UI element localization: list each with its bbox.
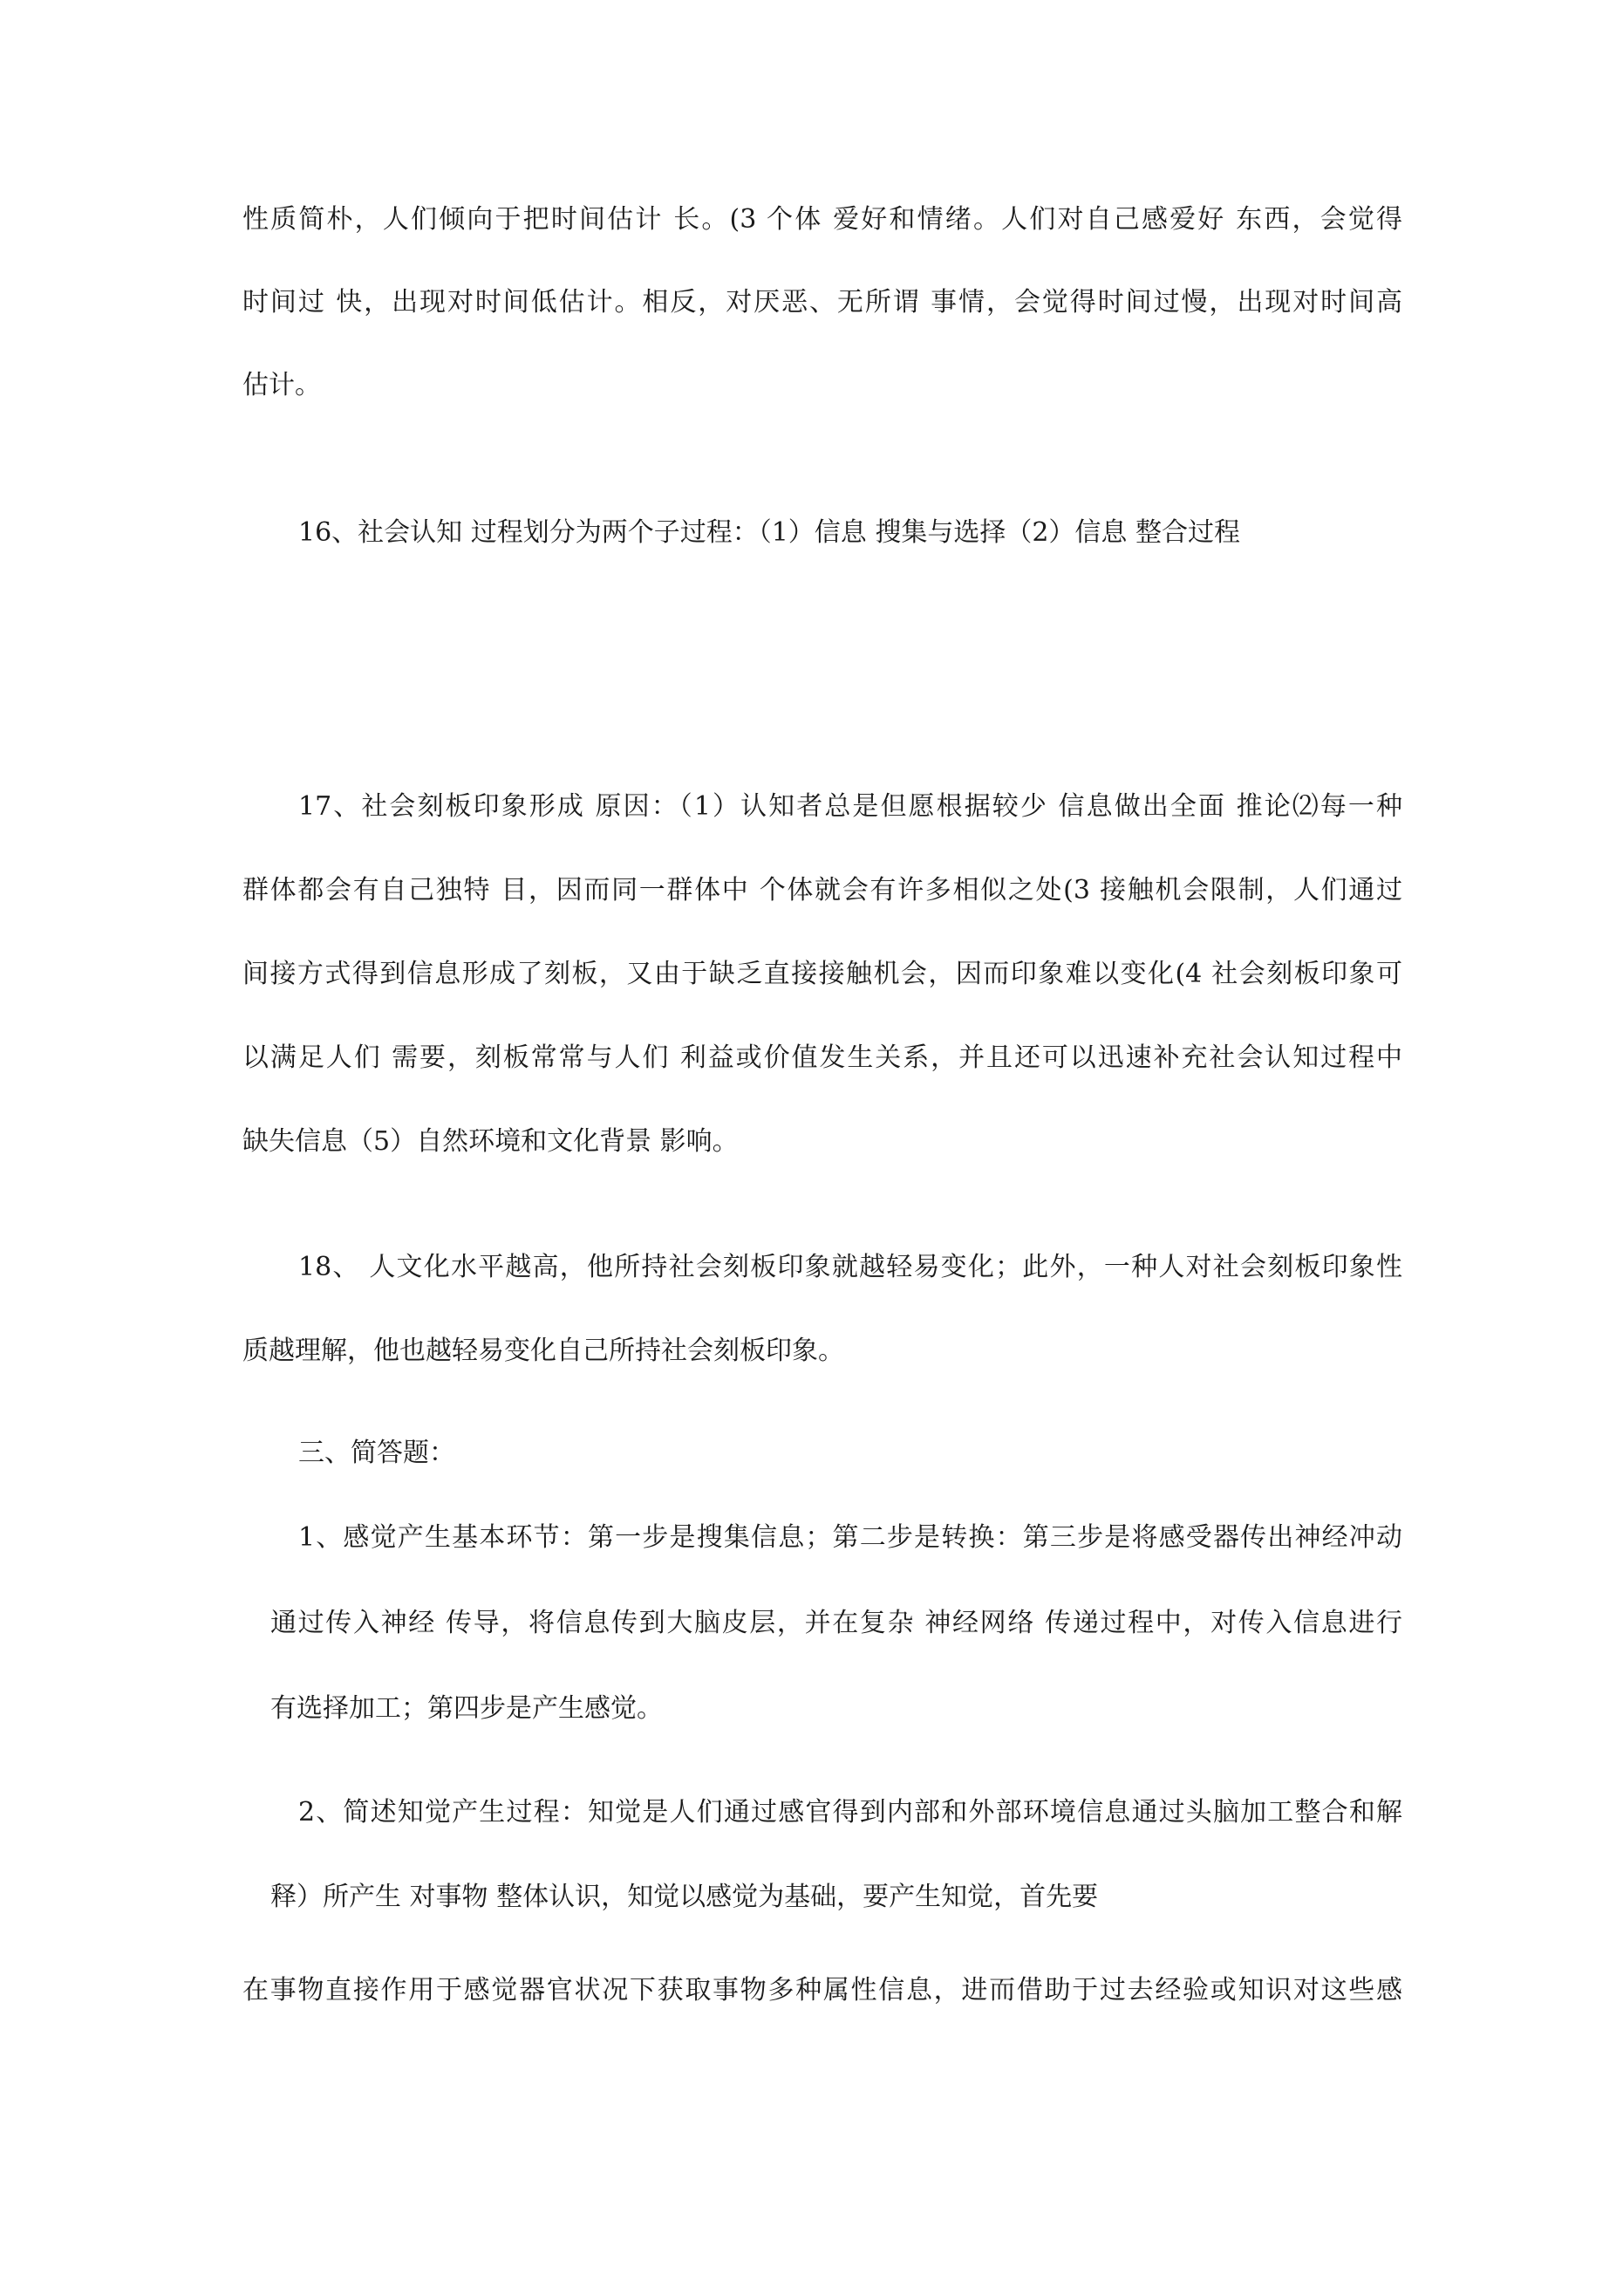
text-line-2: 时间过 快，出现对时间低估计。相反，对厌恶、无所谓 事情，会觉得时间过慢，出现对时间高 — [242, 287, 1402, 318]
answer-2-line-1: 2、简述知觉产生过程：知觉是人们通过感官得到内部和外部环境信息通过头脑加工整合和解 — [298, 1797, 1402, 1828]
answer-1-line-2: 通过传入神经 传导，将信息传到大脑皮层，并在复杂 神经网络 传递过程中，对传入信息进行 — [270, 1608, 1402, 1638]
answer-2-line-3: 在事物直接作用于感觉器官状况下获取事物多种属性信息，进而借助于过去经验或知识对这些感 — [242, 1975, 1402, 2006]
text-line-1: 性质简朴，人们倾向于把时间估计 长。(3 个体 爱好和情绪。人们对自己感爱好 东西，会觉得 — [242, 204, 1402, 235]
section-heading: 三、简答题： — [298, 1438, 455, 1468]
answer-1-line-3: 有选择加工；第四步是产生感觉。 — [270, 1693, 663, 1724]
paragraph-17-line-2: 群体都会有自己独特 目，因而同一群体中 个体就会有许多相似之处(3 接触机会限制，人们通过 — [242, 875, 1402, 905]
text-line-3: 估计。 — [242, 370, 321, 400]
paragraph-16: 16、社会认知 过程划分为两个子过程：（1）信息 搜集与选择（2）信息 整合过程 — [298, 517, 1240, 548]
paragraph-18-line-1: 18、 人文化水平越高，他所持社会刻板印象就越轻易变化；此外，一种人对社会刻板印象性 — [298, 1252, 1402, 1282]
paragraph-18-line-2: 质越理解，他也越轻易变化自己所持社会刻板印象。 — [242, 1336, 844, 1366]
paragraph-17-line-5: 缺失信息（5）自然环境和文化背景 影响。 — [242, 1126, 739, 1157]
paragraph-17-line-1: 17、社会刻板印象形成 原因：（1）认知者总是但愿根据较少 信息做出全面 推论⑵每一种 — [298, 791, 1402, 822]
paragraph-17-line-4: 以满足人们 需要，刻板常常与人们 利益或价值发生关系，并且还可以迅速补充社会认知过程中 — [242, 1042, 1402, 1073]
answer-1-line-1: 1、感觉产生基本环节：第一步是搜集信息；第二步是转换：第三步是将感受器传出神经冲动 — [298, 1522, 1402, 1553]
paragraph-17-line-3: 间接方式得到信息形成了刻板，又由于缺乏直接接触机会，因而印象难以变化(4 社会刻板印象可 — [242, 959, 1402, 989]
answer-2-line-2: 释）所产生 对事物 整体认识，知觉以感觉为基础，要产生知觉，首先要 — [270, 1882, 1099, 1912]
